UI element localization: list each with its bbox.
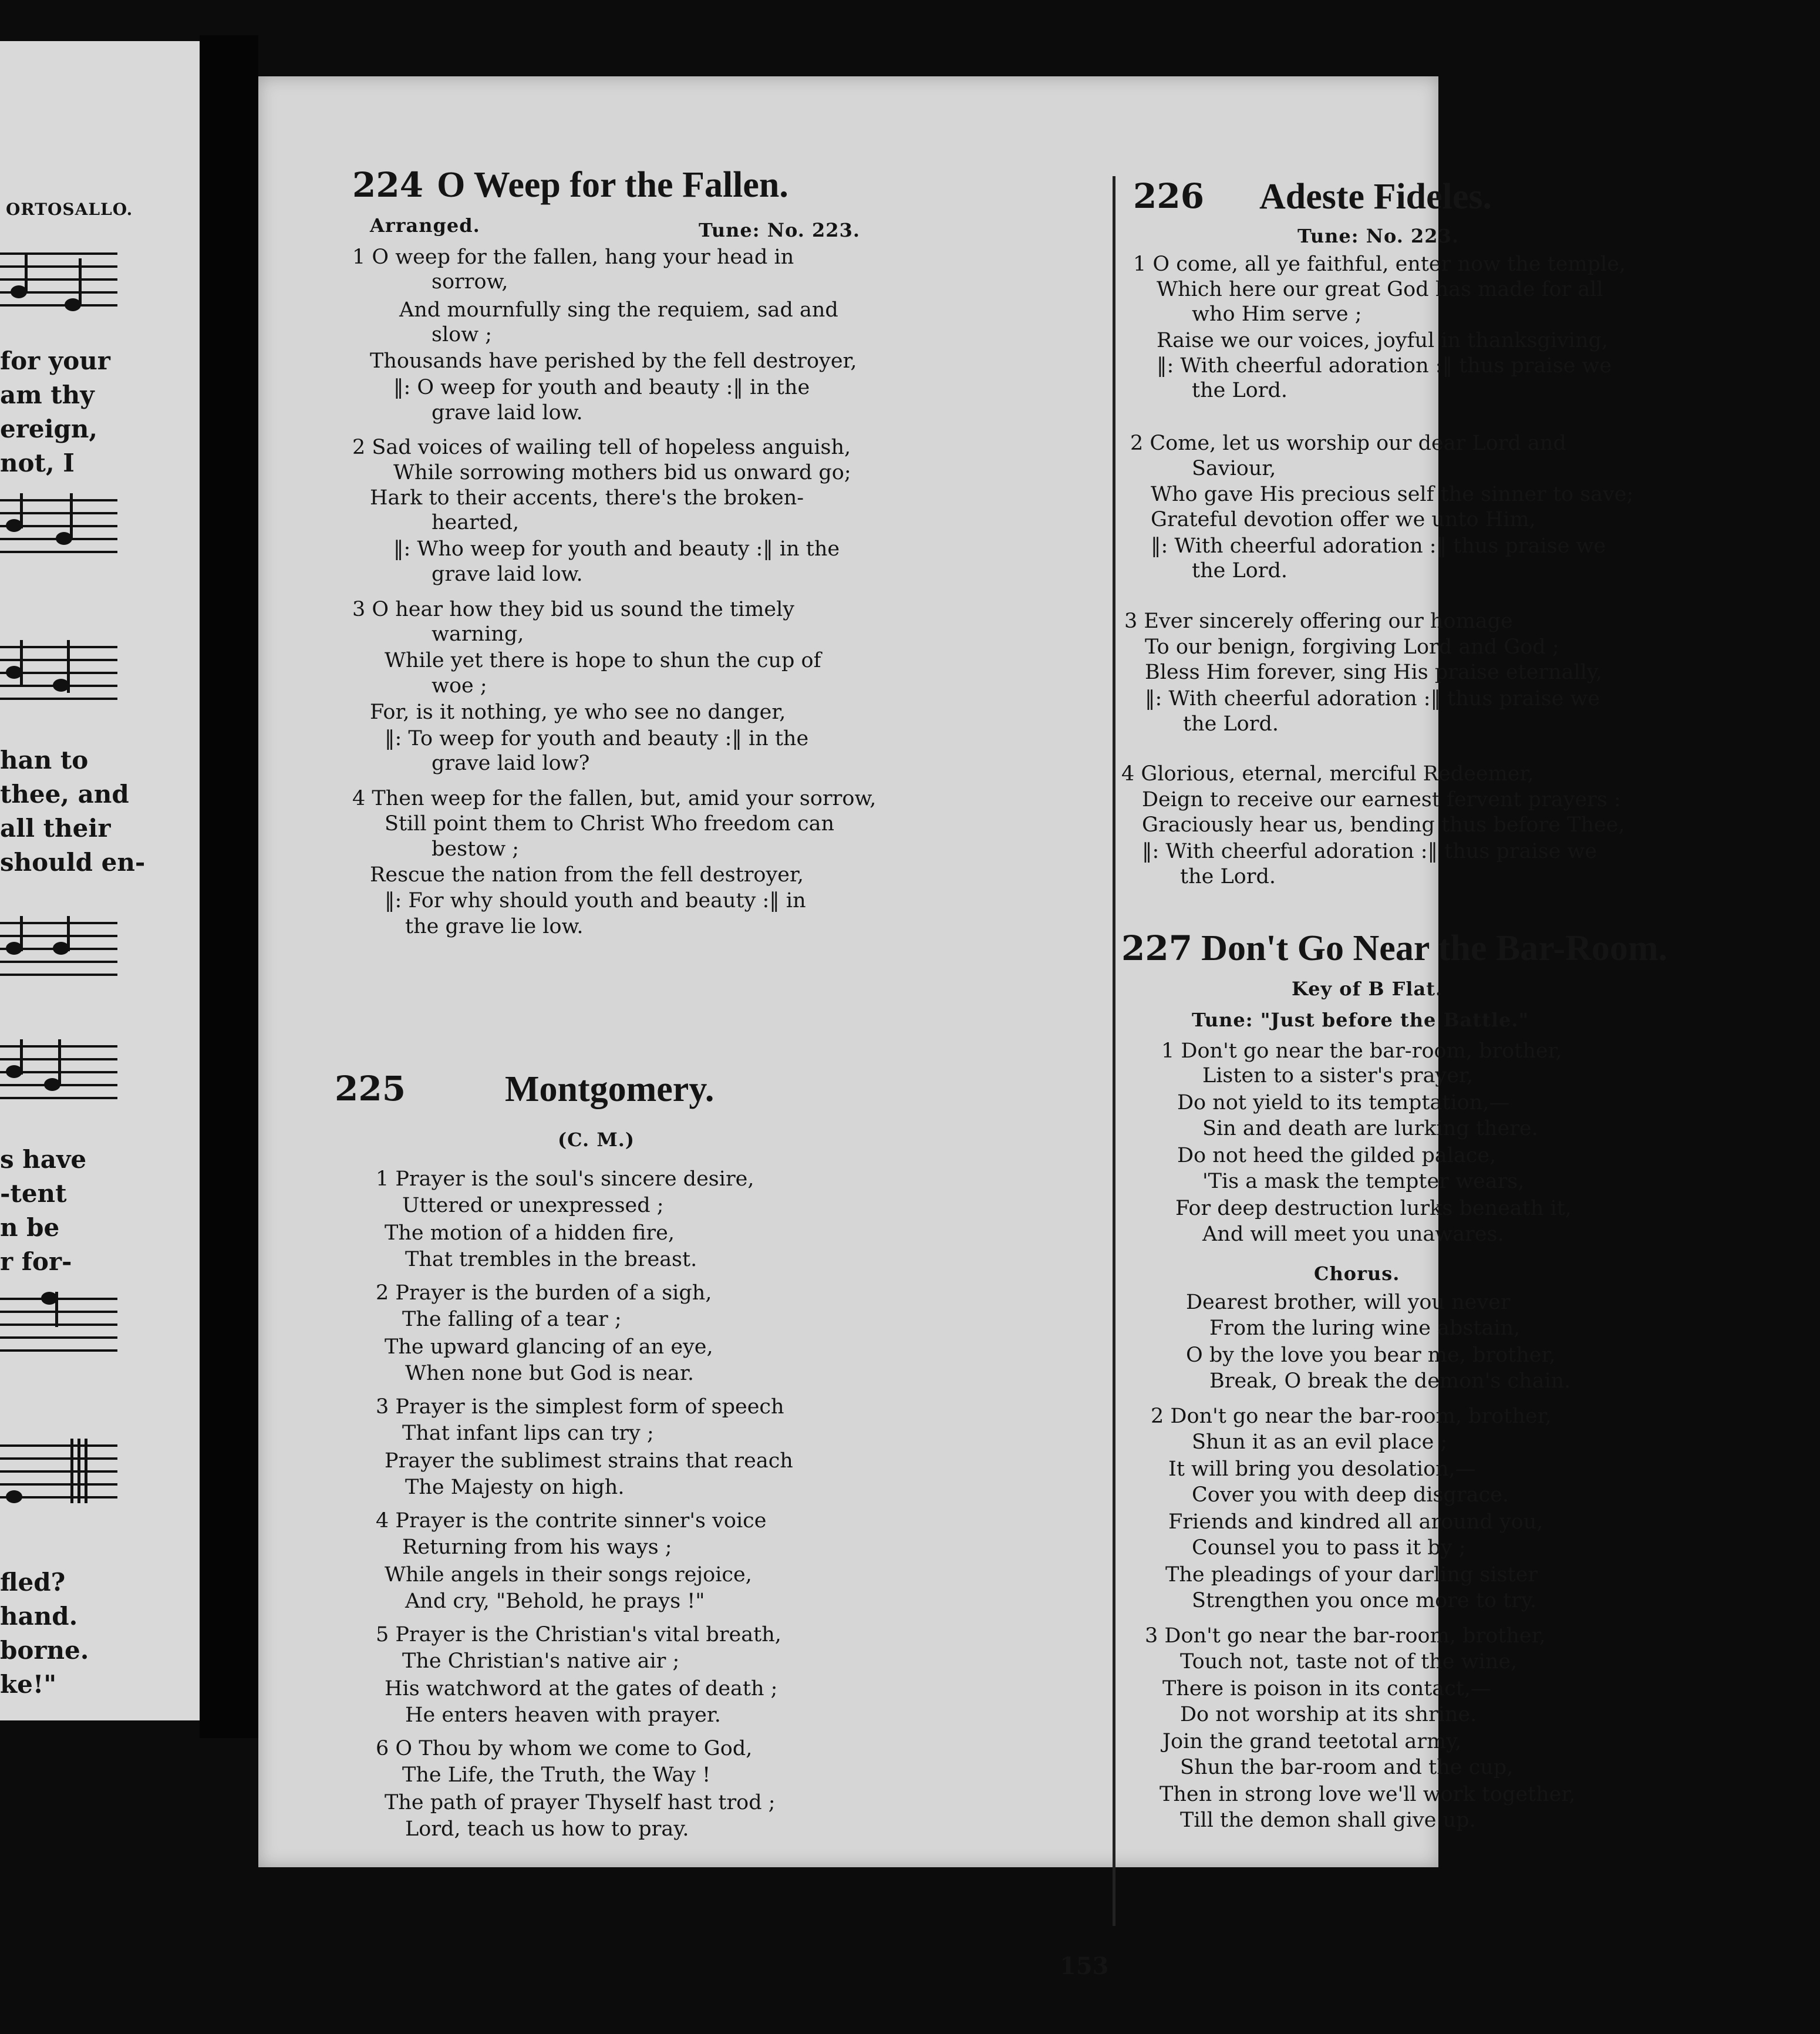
verse-line: Who gave His precious self the sinner to save; xyxy=(1151,483,1634,506)
hymn-heading xyxy=(335,1069,406,1109)
verse-line: Saviour, xyxy=(1192,457,1276,480)
verse-line: Do not yield to its temptation,— xyxy=(1177,1091,1510,1114)
verse-line: Bless Him forever, sing His praise eternally, xyxy=(1145,661,1603,684)
hymn-title: Adeste Fideles. xyxy=(1259,177,1492,217)
hymn-heading xyxy=(1259,176,1492,218)
hymn-heading xyxy=(1121,928,1667,969)
verse-line: For deep destruction lurks beneath it, xyxy=(1175,1197,1572,1220)
hymn-heading xyxy=(1133,176,1204,216)
verse-line: ‖: With cheerful adoration :‖ thus praise we xyxy=(1157,354,1612,378)
left-text: r for- xyxy=(0,1247,72,1276)
verse-line: Thousands have perished by the fell destroyer, xyxy=(370,349,857,373)
chorus-label: Chorus. xyxy=(1314,1262,1400,1285)
verse-line: woe ; xyxy=(432,674,487,698)
verse-line: 5 Prayer is the Christian's vital breath, xyxy=(376,1623,781,1646)
verse-line: The Christian's native air ; xyxy=(402,1649,680,1673)
verse-line: Grateful devotion offer we unto Him, xyxy=(1151,508,1536,531)
verse-line: Shun the bar-room and the cup, xyxy=(1180,1756,1514,1779)
verse-line: Returning from his ways ; xyxy=(402,1535,672,1559)
verse-line: Strengthen you once more to try. xyxy=(1192,1589,1537,1612)
left-text: -tent xyxy=(0,1179,67,1208)
verse-line: Raise we our voices, joyful in thanksgiving, xyxy=(1157,329,1609,352)
verse-line: Graciously hear us, bending thus before Thee, xyxy=(1142,813,1625,837)
verse-line: 1 Don't go near the bar-room, brother, xyxy=(1161,1039,1562,1063)
hymn-title: O Weep for the Fallen. xyxy=(437,165,788,205)
left-text: all their xyxy=(0,814,111,843)
verse-line: Prayer the sublimest strains that reach xyxy=(385,1449,793,1473)
left-text: borne. xyxy=(0,1636,89,1665)
verse-line: Uttered or unexpressed ; xyxy=(402,1194,664,1217)
verse-line: 4 Prayer is the contrite sinner's voice xyxy=(376,1509,767,1533)
verse-line: The falling of a tear ; xyxy=(402,1308,622,1331)
verse-line: ‖: With cheerful adoration :‖ thus praise we xyxy=(1151,534,1606,558)
left-text: should en- xyxy=(0,848,146,877)
verse-line: 4 Glorious, eternal, merciful Redeemer, xyxy=(1121,762,1534,786)
hymn-number: 226 xyxy=(1133,176,1205,216)
left-text: ereign, xyxy=(0,415,98,443)
verse-line: Rescue the nation from the fell destroyer, xyxy=(370,863,804,887)
hymn-number: 227 xyxy=(1121,928,1193,968)
verse-line: grave laid low. xyxy=(432,401,583,425)
verse-line: slow ; xyxy=(432,323,493,346)
left-page-fragment xyxy=(0,41,200,1720)
verse-line: 1 O come, all ye faithful, enter now the temple, xyxy=(1133,252,1626,276)
verse-line: 1 Prayer is the soul's sincere desire, xyxy=(376,1167,754,1191)
left-text: s have xyxy=(0,1145,87,1174)
left-text: han to xyxy=(0,746,89,774)
verse-line: the Lord. xyxy=(1180,865,1276,888)
chorus-line: Break, O break the demon's chain. xyxy=(1209,1369,1571,1393)
key-label: Key of B Flat. xyxy=(1292,978,1443,1000)
column-divider xyxy=(1113,176,1115,1926)
verse-line: There is poison in its contact,— xyxy=(1162,1677,1491,1700)
verse-line: While yet there is hope to shun the cup of xyxy=(385,649,821,672)
verse-line: Touch not, taste not of the wine, xyxy=(1180,1650,1518,1673)
left-text: am thy xyxy=(0,380,95,409)
verse-line: 1 O weep for the fallen, hang your head in xyxy=(352,245,794,269)
verse-line: Listen to a sister's prayer, xyxy=(1202,1064,1473,1087)
verse-line: When none but God is near. xyxy=(405,1362,694,1385)
verse-line: Counsel you to pass it by ; xyxy=(1192,1536,1466,1560)
verse-line: ‖: With cheerful adoration :‖ thus praise we xyxy=(1142,840,1597,863)
music-staff xyxy=(0,1439,117,1503)
left-text: ke!" xyxy=(0,1670,57,1699)
left-text: fled? xyxy=(0,1568,66,1597)
verse-line: His watchword at the gates of death ; xyxy=(385,1677,778,1700)
music-staff xyxy=(0,640,117,705)
verse-line: ‖: With cheerful adoration :‖ thus praise we xyxy=(1145,687,1600,710)
verse-line: 3 O hear how they bid us sound the timely xyxy=(352,598,795,621)
verse-line: 6 O Thou by whom we come to God, xyxy=(376,1737,753,1760)
hymn-number: 224 xyxy=(352,165,424,205)
verse-line: That trembles in the breast. xyxy=(405,1248,697,1271)
verse-line: And will meet you unawares. xyxy=(1202,1223,1504,1246)
verse-line: The Life, the Truth, the Way ! xyxy=(402,1763,711,1787)
left-text: for your xyxy=(0,346,110,375)
verse-line: Do not worship at its shrine. xyxy=(1180,1703,1477,1726)
verse-line: Cover you with deep disgrace. xyxy=(1192,1483,1509,1507)
verse-line: For, is it nothing, ye who see no danger, xyxy=(370,701,786,724)
tune-label: Tune: No. 223. xyxy=(699,219,860,241)
left-text: n be xyxy=(0,1213,60,1242)
verse-line: 3 Don't go near the bar-room, brother, xyxy=(1145,1624,1546,1648)
verse-line: Do not heed the gilded palace, xyxy=(1177,1144,1497,1167)
hymn-number: 225 xyxy=(335,1069,406,1109)
chorus-line: O by the love you bear me, brother, xyxy=(1186,1343,1556,1367)
hymn-heading xyxy=(352,164,788,206)
music-staff xyxy=(0,916,117,981)
verse-line: ‖: For why should youth and beauty :‖ in xyxy=(385,889,806,912)
verse-line: 2 Come, let us worship our dear Lord and xyxy=(1130,432,1566,455)
verse-line: Shun it as an evil place ; xyxy=(1192,1430,1448,1454)
verse-line: Lord, teach us how to pray. xyxy=(405,1817,689,1841)
verse-line: To our benign, forgiving Lord and God ; xyxy=(1145,635,1559,659)
verse-line: 3 Prayer is the simplest form of speech xyxy=(376,1395,784,1419)
verse-line: The path of prayer Thyself hast trod ; xyxy=(385,1791,776,1814)
left-page-header: ORTOSALLO. xyxy=(6,200,133,219)
verse-line: 2 Don't go near the bar-room, brother, xyxy=(1151,1405,1552,1428)
music-staff xyxy=(0,247,117,311)
verse-line: hearted, xyxy=(432,511,520,534)
verse-line: Still point them to Christ Who freedom can xyxy=(385,812,835,836)
verse-line: Friends and kindred all around you, xyxy=(1168,1510,1543,1534)
verse-line: While angels in their songs rejoice, xyxy=(385,1563,752,1587)
verse-line: Deign to receive our earnest fervent prayers : xyxy=(1142,788,1621,811)
verse-line: 2 Prayer is the burden of a sigh, xyxy=(376,1281,712,1305)
verse-line: Join the grand teetotal army, xyxy=(1162,1730,1462,1753)
verse-line: That infant lips can try ; xyxy=(402,1422,654,1445)
page-number: 153 xyxy=(1060,1952,1109,1980)
left-text: hand. xyxy=(0,1602,78,1631)
verse-line: 'Tis a mask the tempter wears, xyxy=(1202,1170,1525,1193)
verse-line: And mournfully sing the requiem, sad and xyxy=(399,298,838,322)
verse-line: The pleadings of your darling sister xyxy=(1165,1563,1538,1587)
left-text: not, I xyxy=(0,449,75,477)
verse-line: The upward glancing of an eye, xyxy=(385,1335,713,1359)
hymn-title: Don't Go Near the Bar-Room. xyxy=(1201,928,1668,968)
hymn-heading xyxy=(505,1069,714,1110)
arranged-label: Arranged. xyxy=(370,214,480,237)
hymn-title: Montgomery. xyxy=(505,1069,714,1109)
meter-label: (C. M.) xyxy=(558,1129,635,1151)
verse-line: He enters heaven with prayer. xyxy=(405,1703,721,1727)
tune-label: Tune: No. 223. xyxy=(1297,225,1459,247)
music-staff xyxy=(0,493,117,558)
tune-label: Tune: "Just before the Battle." xyxy=(1192,1009,1529,1031)
music-staff xyxy=(0,1292,117,1356)
verse-line: grave laid low. xyxy=(432,563,583,586)
verse-line: 2 Sad voices of wailing tell of hopeless anguish, xyxy=(352,436,851,459)
verse-line: the grave lie low. xyxy=(405,915,584,938)
hymnal-page xyxy=(258,76,1668,1980)
verse-line: The Majesty on high. xyxy=(405,1476,625,1499)
verse-line: grave laid low? xyxy=(432,752,590,775)
verse-line: bestow ; xyxy=(432,837,520,861)
chorus-line: Dearest brother, will you never xyxy=(1186,1291,1511,1314)
music-staff xyxy=(0,1039,117,1104)
verse-line: ‖: Who weep for youth and beauty :‖ in the xyxy=(393,537,840,561)
book-spine xyxy=(200,35,258,1738)
verse-line: sorrow, xyxy=(432,270,508,294)
verse-line: Which here our great God has made for all xyxy=(1157,278,1603,301)
verse-line: ‖: O weep for youth and beauty :‖ in the xyxy=(393,376,810,399)
verse-line: ‖: To weep for youth and beauty :‖ in the xyxy=(385,727,809,750)
verse-line: Then in strong love we'll work together, xyxy=(1160,1783,1576,1806)
verse-line: While sorrowing mothers bid us onward go; xyxy=(393,461,851,484)
verse-line: And cry, "Behold, he prays !" xyxy=(405,1590,705,1613)
verse-line: who Him serve ; xyxy=(1192,302,1362,326)
verse-line: Sin and death are lurking there. xyxy=(1202,1117,1538,1140)
verse-line: 3 Ever sincerely offering our homage xyxy=(1124,609,1513,633)
verse-line: warning, xyxy=(432,622,524,646)
chorus-line: From the luring wine abstain, xyxy=(1209,1316,1521,1340)
verse-line: the Lord. xyxy=(1192,559,1288,582)
verse-line: Hark to their accents, there's the broken- xyxy=(370,486,804,510)
verse-line: It will bring you desolation,— xyxy=(1168,1457,1476,1481)
verse-line: 4 Then weep for the fallen, but, amid your sorrow, xyxy=(352,787,877,810)
verse-line: Till the demon shall give up. xyxy=(1180,1809,1476,1832)
verse-line: The motion of a hidden fire, xyxy=(385,1221,675,1245)
left-text: thee, and xyxy=(0,780,129,809)
verse-line: the Lord. xyxy=(1183,712,1279,736)
verse-line: the Lord. xyxy=(1192,379,1288,402)
